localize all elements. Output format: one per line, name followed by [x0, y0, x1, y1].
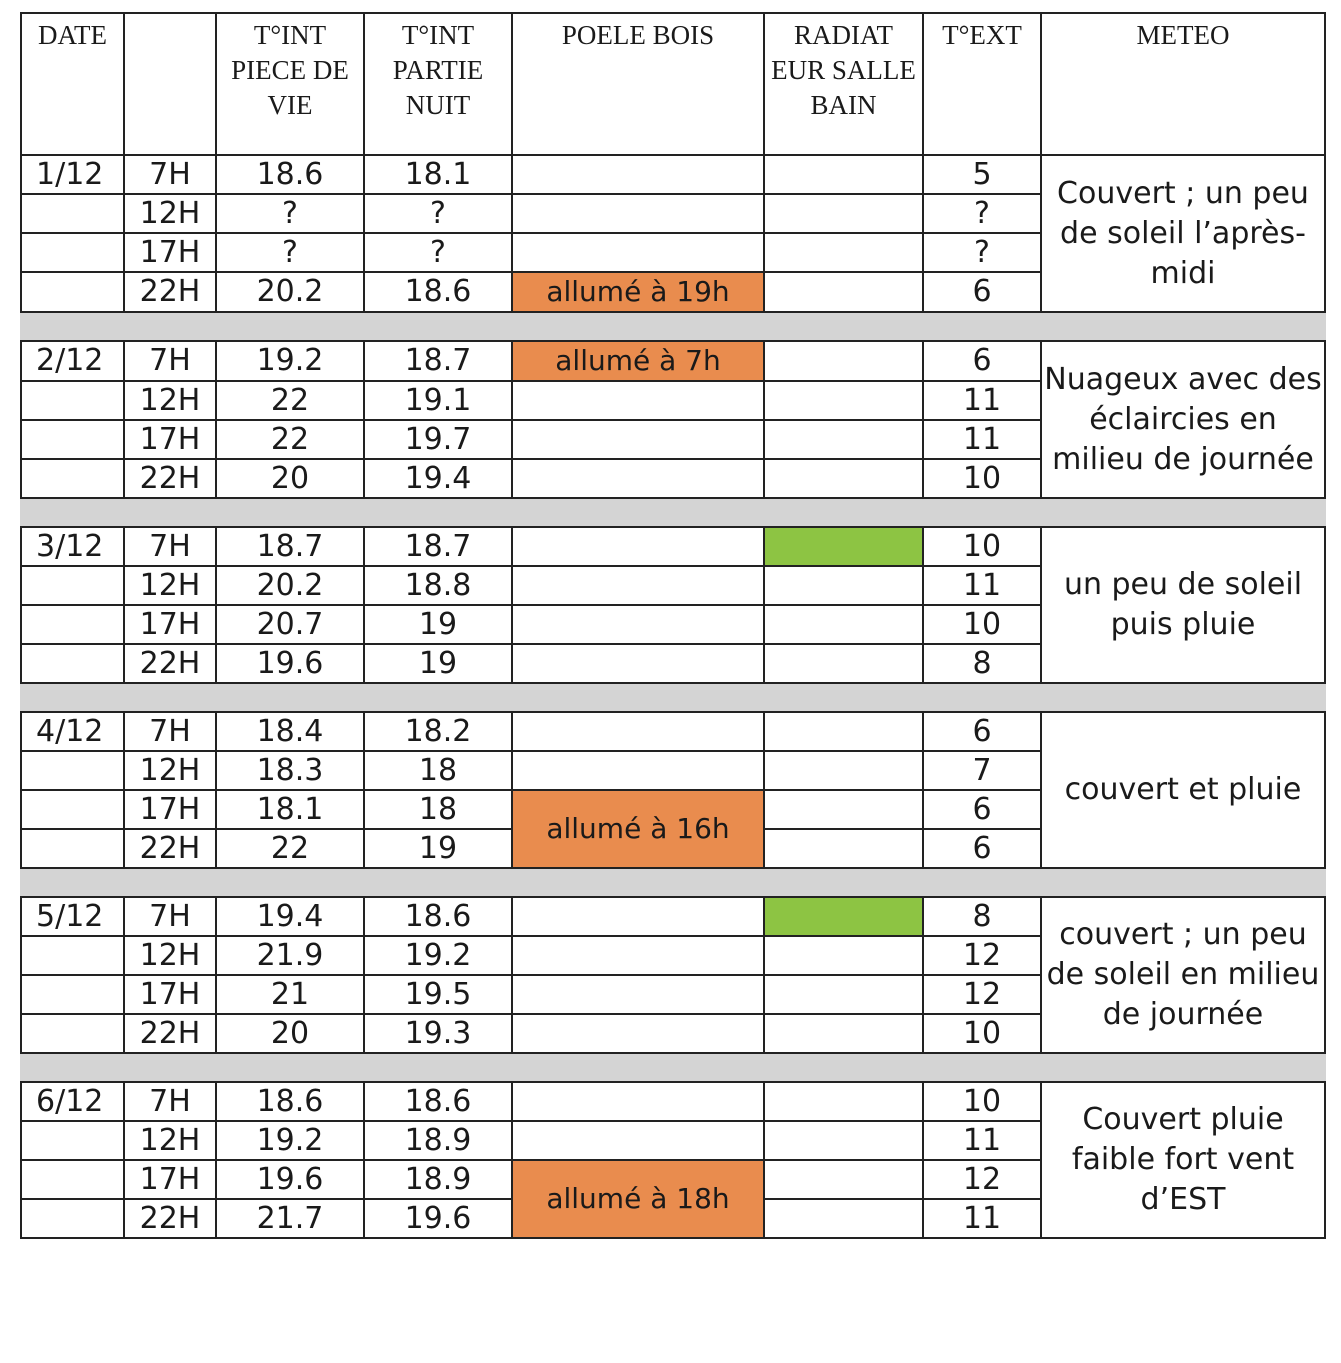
date-cell: [21, 1199, 124, 1238]
time-cell: 17H: [124, 975, 216, 1014]
temp-night-cell: 18.2: [364, 712, 512, 751]
time-cell: 12H: [124, 936, 216, 975]
date-cell: [21, 566, 124, 605]
temp-night-cell: 18.9: [364, 1160, 512, 1199]
radiator-cell: [764, 975, 923, 1014]
header-bathroom-radiator: RADIAT EUR SALLE BAIN: [764, 13, 923, 155]
day-separator: [21, 498, 1325, 527]
radiator-cell: [764, 644, 923, 683]
day-separator: [21, 312, 1325, 341]
temp-night-cell: 18.6: [364, 272, 512, 312]
stove-cell: [512, 605, 764, 644]
date-cell: [21, 420, 124, 459]
temp-outside-cell: 10: [923, 1082, 1041, 1121]
header-temp-outside: T°EXT: [923, 13, 1041, 155]
radiator-cell: [764, 420, 923, 459]
header-weather: METEO: [1041, 13, 1325, 155]
weather-cell: Couvert pluie faible fort vent d’EST: [1041, 1082, 1325, 1238]
temp-outside-cell: 7: [923, 751, 1041, 790]
temp-night-cell: 18.8: [364, 566, 512, 605]
radiator-cell: [764, 155, 923, 194]
radiator-cell: [764, 566, 923, 605]
separator-band: [21, 868, 1325, 897]
stove-on-cell: allumé à 19h: [512, 272, 764, 312]
stove-cell: [512, 1014, 764, 1053]
date-cell: [21, 751, 124, 790]
stove-on-cell: allumé à 18h: [512, 1160, 764, 1238]
temp-living-cell: 19.6: [216, 644, 364, 683]
table-row: [21, 155, 1325, 194]
temp-outside-cell: ?: [923, 194, 1041, 233]
temp-night-cell: 18.1: [364, 155, 512, 194]
temp-outside-cell: 10: [923, 1014, 1041, 1053]
temp-living-cell: 21: [216, 975, 364, 1014]
stove-cell: [512, 527, 764, 566]
date-cell: [21, 605, 124, 644]
header-wood-stove: POELE BOIS: [512, 13, 764, 155]
header-time: [124, 13, 216, 155]
temp-outside-cell: 12: [923, 1160, 1041, 1199]
temp-living-cell: 21.7: [216, 1199, 364, 1238]
date-cell: 4/12: [21, 712, 124, 751]
temp-living-cell: 21.9: [216, 936, 364, 975]
radiator-cell: [764, 381, 923, 420]
separator-band: [21, 312, 1325, 341]
time-cell: 22H: [124, 459, 216, 498]
time-cell: 17H: [124, 605, 216, 644]
temp-outside-cell: 8: [923, 644, 1041, 683]
weather-cell: Couvert ; un peu de soleil l’après-midi: [1041, 155, 1325, 312]
radiator-cell: [764, 790, 923, 829]
temp-night-cell: 19: [364, 605, 512, 644]
stove-cell: [512, 381, 764, 420]
radiator-cell: [764, 341, 923, 381]
stove-cell: [512, 751, 764, 790]
temp-outside-cell: 6: [923, 272, 1041, 312]
time-cell: 17H: [124, 790, 216, 829]
radiator-cell: [764, 1121, 923, 1160]
temp-outside-cell: 10: [923, 459, 1041, 498]
temp-outside-cell: ?: [923, 233, 1041, 272]
time-cell: 7H: [124, 897, 216, 936]
temp-night-cell: 19.1: [364, 381, 512, 420]
time-cell: 17H: [124, 1160, 216, 1199]
stove-cell: [512, 566, 764, 605]
temp-night-cell: 18: [364, 790, 512, 829]
temp-outside-cell: 11: [923, 566, 1041, 605]
temp-living-cell: 20.2: [216, 566, 364, 605]
time-cell: 17H: [124, 420, 216, 459]
time-cell: 12H: [124, 1121, 216, 1160]
date-cell: 5/12: [21, 897, 124, 936]
weather-cell: un peu de soleil puis pluie: [1041, 527, 1325, 683]
temp-living-cell: 20.2: [216, 272, 364, 312]
stove-cell: [512, 233, 764, 272]
temp-outside-cell: 6: [923, 712, 1041, 751]
weather-cell: couvert ; un peu de soleil en milieu de journée: [1041, 897, 1325, 1053]
stove-cell: [512, 194, 764, 233]
temp-living-cell: 22: [216, 829, 364, 868]
temp-night-cell: 18.9: [364, 1121, 512, 1160]
stove-cell: [512, 975, 764, 1014]
table-row: [21, 1082, 1325, 1121]
table-row: [21, 897, 1325, 936]
stove-cell: [512, 897, 764, 936]
temp-living-cell: 20: [216, 459, 364, 498]
time-cell: 22H: [124, 1199, 216, 1238]
time-cell: 17H: [124, 233, 216, 272]
temp-outside-cell: 12: [923, 936, 1041, 975]
time-cell: 7H: [124, 341, 216, 381]
radiator-cell: [764, 605, 923, 644]
stove-cell: [512, 459, 764, 498]
temp-night-cell: 18.6: [364, 897, 512, 936]
time-cell: 12H: [124, 381, 216, 420]
day-separator: [21, 683, 1325, 712]
stove-on-cell: allumé à 16h: [512, 790, 764, 868]
temp-night-cell: 19.5: [364, 975, 512, 1014]
date-cell: [21, 975, 124, 1014]
radiator-cell: [764, 1082, 923, 1121]
temp-outside-cell: 6: [923, 341, 1041, 381]
date-cell: [21, 459, 124, 498]
stove-cell: [512, 1082, 764, 1121]
radiator-cell: [764, 194, 923, 233]
temp-living-cell: 20.7: [216, 605, 364, 644]
radiator-cell: [764, 272, 923, 312]
table-row: [21, 712, 1325, 751]
temp-living-cell: 18.3: [216, 751, 364, 790]
temp-night-cell: 19.4: [364, 459, 512, 498]
header-temp-night: T°INT PARTIE NUIT: [364, 13, 512, 155]
radiator-on-cell: [764, 897, 923, 936]
date-cell: [21, 1160, 124, 1199]
date-cell: [21, 790, 124, 829]
temp-night-cell: 19: [364, 644, 512, 683]
radiator-cell: [764, 233, 923, 272]
time-cell: 12H: [124, 751, 216, 790]
temp-living-cell: ?: [216, 194, 364, 233]
radiator-cell: [764, 712, 923, 751]
temp-living-cell: 18.7: [216, 527, 364, 566]
date-cell: [21, 272, 124, 312]
date-cell: [21, 233, 124, 272]
date-cell: [21, 936, 124, 975]
radiator-cell: [764, 1014, 923, 1053]
time-cell: 7H: [124, 527, 216, 566]
radiator-cell: [764, 829, 923, 868]
separator-band: [21, 1053, 1325, 1082]
stove-cell: [512, 420, 764, 459]
temp-night-cell: 19.7: [364, 420, 512, 459]
time-cell: 12H: [124, 566, 216, 605]
stove-cell: [512, 644, 764, 683]
temp-night-cell: 19.2: [364, 936, 512, 975]
temp-living-cell: 19.4: [216, 897, 364, 936]
separator-band: [21, 683, 1325, 712]
temp-living-cell: ?: [216, 233, 364, 272]
radiator-cell: [764, 751, 923, 790]
temp-night-cell: 19.3: [364, 1014, 512, 1053]
temp-living-cell: 22: [216, 420, 364, 459]
stove-cell: [512, 1121, 764, 1160]
temp-outside-cell: 10: [923, 527, 1041, 566]
header-date: DATE: [21, 13, 124, 155]
date-cell: [21, 644, 124, 683]
temp-night-cell: 18.6: [364, 1082, 512, 1121]
stove-cell: [512, 155, 764, 194]
temp-night-cell: 19.6: [364, 1199, 512, 1238]
time-cell: 12H: [124, 194, 216, 233]
temp-night-cell: 18.7: [364, 527, 512, 566]
temp-outside-cell: 11: [923, 1121, 1041, 1160]
date-cell: 6/12: [21, 1082, 124, 1121]
temp-living-cell: 19.2: [216, 1121, 364, 1160]
temp-living-cell: 20: [216, 1014, 364, 1053]
time-cell: 7H: [124, 1082, 216, 1121]
radiator-cell: [764, 936, 923, 975]
stove-cell: [512, 936, 764, 975]
table-row: [21, 527, 1325, 566]
date-cell: 3/12: [21, 527, 124, 566]
time-cell: 7H: [124, 712, 216, 751]
temp-living-cell: 19.2: [216, 341, 364, 381]
temp-night-cell: 18.7: [364, 341, 512, 381]
temp-night-cell: ?: [364, 194, 512, 233]
date-cell: [21, 1014, 124, 1053]
day-separator: [21, 868, 1325, 897]
date-cell: 1/12: [21, 155, 124, 194]
temp-living-cell: 18.1: [216, 790, 364, 829]
heating-log-table: [20, 12, 1326, 1239]
temp-outside-cell: 6: [923, 829, 1041, 868]
date-cell: [21, 1121, 124, 1160]
temp-night-cell: 18: [364, 751, 512, 790]
stove-on-cell: allumé à 7h: [512, 341, 764, 381]
temp-night-cell: 19: [364, 829, 512, 868]
radiator-on-cell: [764, 527, 923, 566]
date-cell: [21, 381, 124, 420]
temp-living-cell: 22: [216, 381, 364, 420]
radiator-cell: [764, 459, 923, 498]
temp-outside-cell: 5: [923, 155, 1041, 194]
time-cell: 22H: [124, 272, 216, 312]
temp-outside-cell: 12: [923, 975, 1041, 1014]
temp-living-cell: 18.6: [216, 155, 364, 194]
temp-living-cell: 18.6: [216, 1082, 364, 1121]
date-cell: 2/12: [21, 341, 124, 381]
date-cell: [21, 829, 124, 868]
temp-outside-cell: 11: [923, 420, 1041, 459]
temp-living-cell: 19.6: [216, 1160, 364, 1199]
header-temp-living: T°INT PIECE DE VIE: [216, 13, 364, 155]
temp-outside-cell: 8: [923, 897, 1041, 936]
temp-outside-cell: 11: [923, 1199, 1041, 1238]
time-cell: 22H: [124, 1014, 216, 1053]
stove-cell: [512, 712, 764, 751]
time-cell: 22H: [124, 829, 216, 868]
time-cell: 7H: [124, 155, 216, 194]
day-separator: [21, 1053, 1325, 1082]
temp-night-cell: ?: [364, 233, 512, 272]
date-cell: [21, 194, 124, 233]
temp-outside-cell: 6: [923, 790, 1041, 829]
weather-cell: Nuageux avec des éclaircies en milieu de journée: [1041, 341, 1325, 498]
weather-cell: couvert et pluie: [1041, 712, 1325, 868]
radiator-cell: [764, 1160, 923, 1199]
temp-outside-cell: 11: [923, 381, 1041, 420]
separator-band: [21, 498, 1325, 527]
time-cell: 22H: [124, 644, 216, 683]
temp-outside-cell: 10: [923, 605, 1041, 644]
radiator-cell: [764, 1199, 923, 1238]
header-row: [21, 13, 1325, 155]
table-row: [21, 341, 1325, 381]
temp-living-cell: 18.4: [216, 712, 364, 751]
